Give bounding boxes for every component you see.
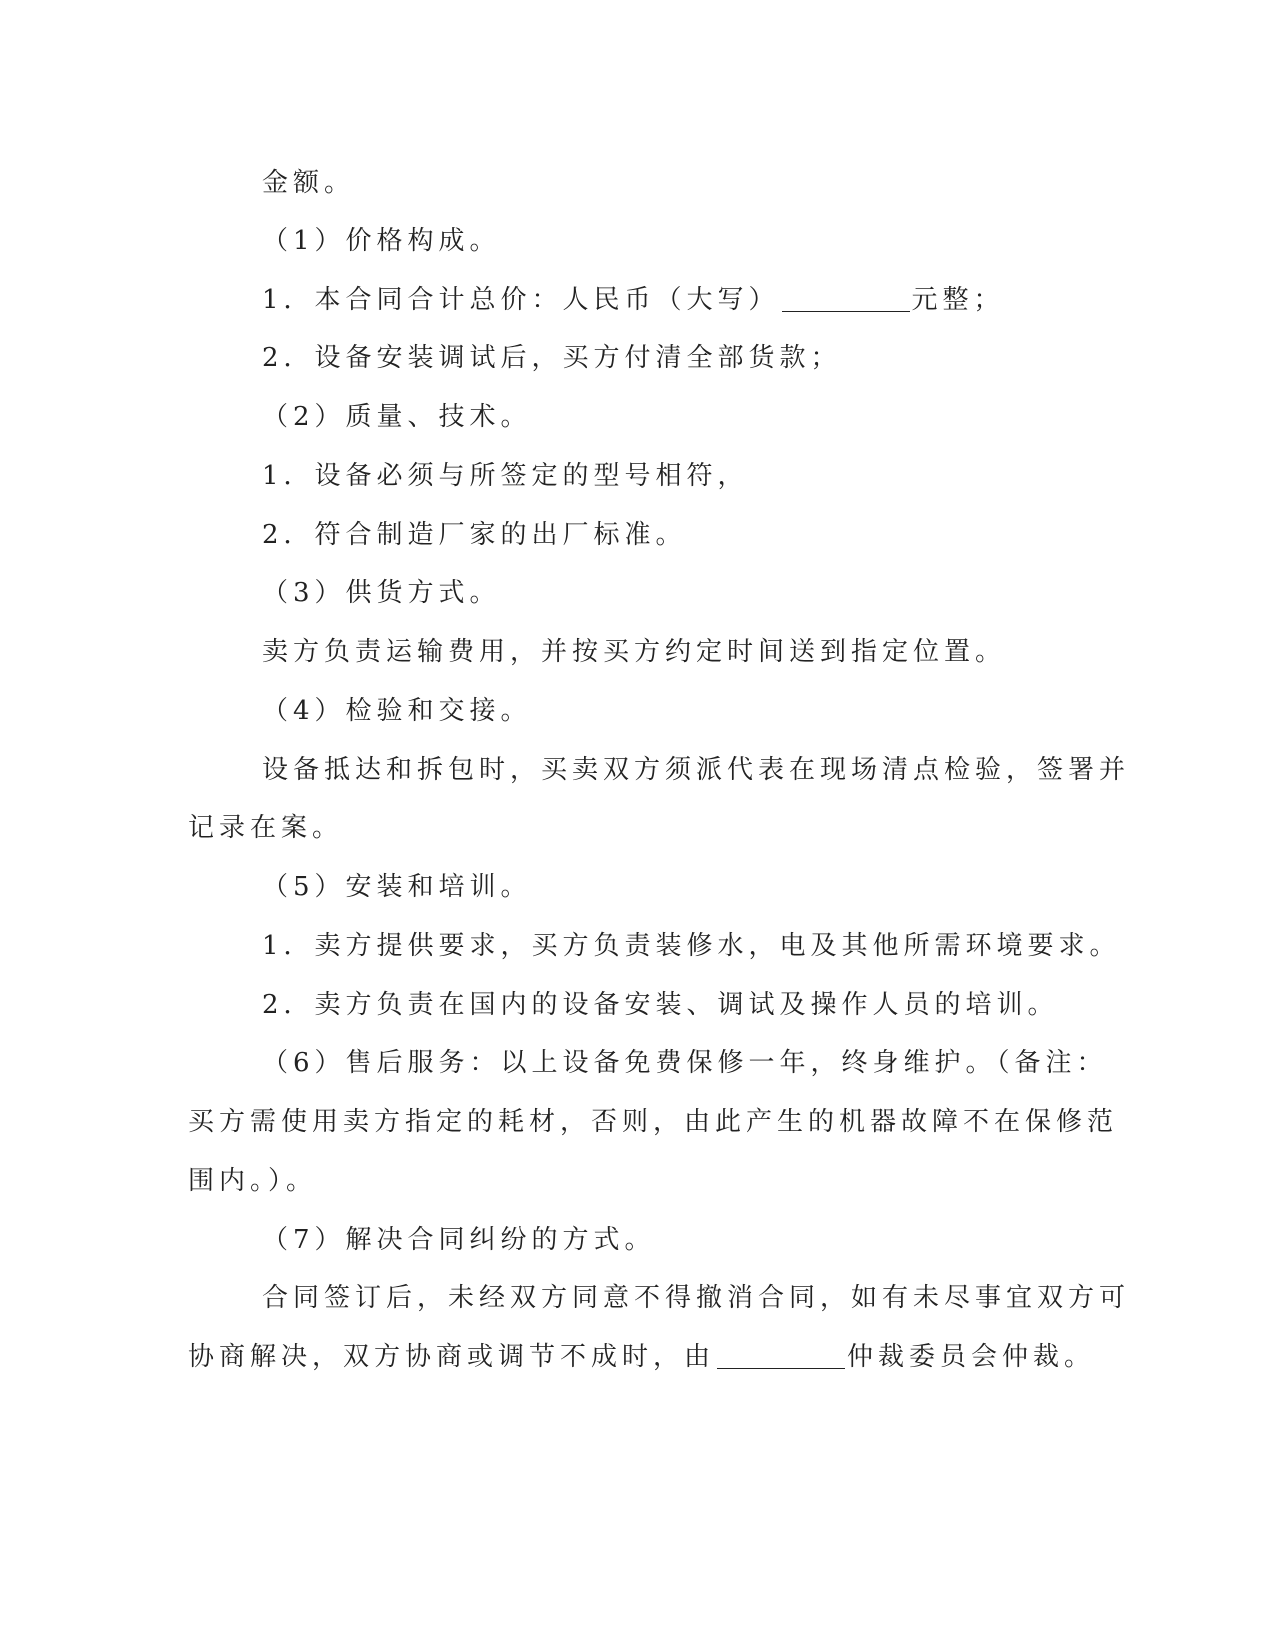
text-segment: 元整；: [911, 285, 1005, 315]
section-heading: （1）价格构成。: [262, 226, 501, 256]
fill-in-blank: [782, 285, 910, 312]
section-heading: （3）供货方式。: [262, 578, 501, 608]
text-line: 2．符合制造厂家的出厂标准。: [262, 520, 687, 550]
text-segment: 仲裁委员会仲裁。: [847, 1342, 1096, 1372]
section-heading: （6）售后服务：以上设备免费保修一年，终身维护。（备注：: [262, 1048, 1108, 1078]
text-line: 1．设备必须与所签定的型号相符，: [262, 461, 749, 491]
section-heading: （2）质量、技术。: [262, 402, 532, 432]
text-line: 2．设备安装调试后，买方付清全部货款；: [262, 343, 842, 373]
text-line: 卖方负责运输费用，并按买方约定时间送到指定位置。: [262, 637, 1007, 667]
text-line: [188, 1342, 1096, 1372]
text-line: [262, 285, 1162, 315]
text-line: 2．卖方负责在国内的设备安装、调试及操作人员的培训。: [262, 990, 1059, 1020]
section-heading: （7）解决合同纠纷的方式。: [262, 1225, 656, 1255]
section-heading: （4）检验和交接。: [262, 696, 532, 726]
text-line: 围内。）。: [188, 1166, 318, 1196]
fill-in-blank: [717, 1342, 845, 1369]
text-line: 买方需使用卖方指定的耗材，否则，由此产生的机器故障不在保修范: [188, 1107, 1119, 1137]
text-line: 合同签订后，未经双方同意不得撤消合同，如有未尽事宜双方可: [262, 1283, 1131, 1313]
text-line: 记录在案。: [188, 813, 344, 843]
text-line: 金额。: [262, 168, 356, 198]
text-line: 设备抵达和拆包时，买卖双方须派代表在现场清点检验，签署并: [262, 755, 1131, 785]
text-segment: 协商解决，双方协商或调节不成时，由: [188, 1342, 716, 1372]
section-heading: （5）安装和培训。: [262, 872, 532, 902]
text-segment: 1．本合同合计总价：人民币（大写）: [262, 285, 780, 315]
text-line: 1．卖方提供要求，买方负责装修水，电及其他所需环境要求。: [262, 931, 1121, 961]
